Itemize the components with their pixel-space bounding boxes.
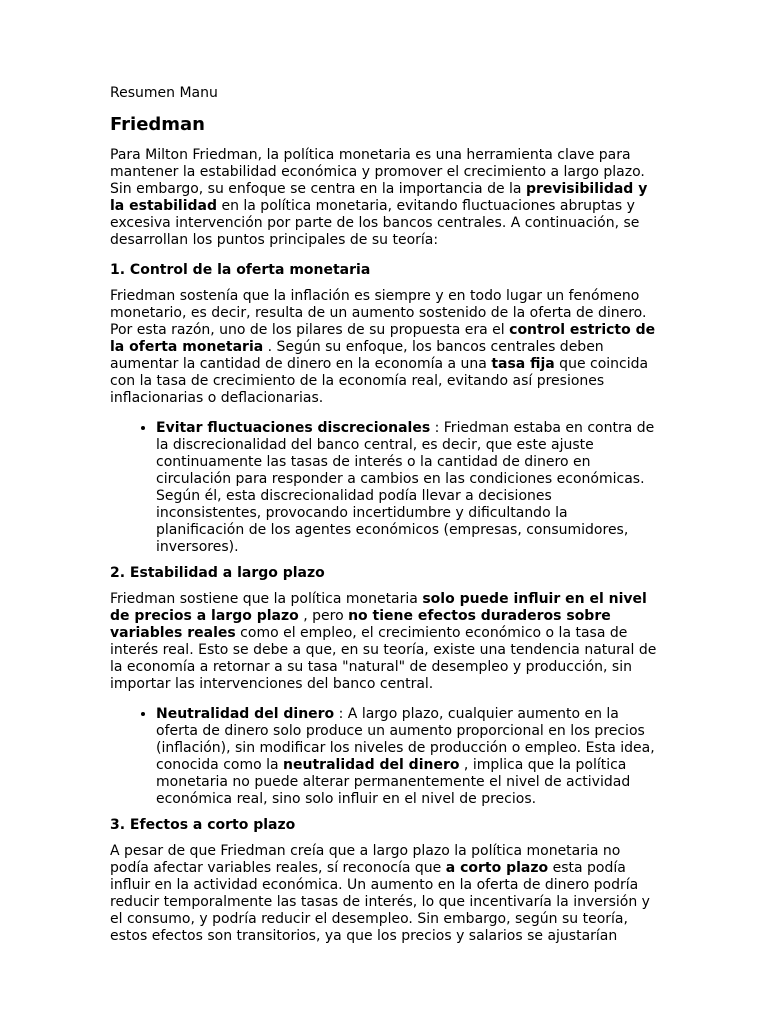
section-1-paragraph: Friedman sostenía que la inflación es siempre y en todo lugar un fenómeno monetario, es decir, resulta de un aumento sostenido de la oferta de dinero. Por esta razón, uno de los pilares de su propuesta era el control estricto de la oferta monetaria . Según su enfoque, los bancos centrales deben aumentar la cantidad de dinero en la economía a una tasa fija que coincida con la tasa de crecimiento de la economía real, evitando así presiones inflacionarias o deflacionarias. <box>110 288 656 406</box>
document-header: Resumen Manu <box>110 85 218 101</box>
intro-paragraph: Para Milton Friedman, la política monetaria es una herramienta clave para mantener la estabilidad económica y promover el crecimiento a largo plazo. Sin embargo, su enfoque se centra en la importancia de la previsibilidad y la estabilidad en la política monetaria, evitando fluctuaciones abruptas y excesiva intervención por parte de los bancos centrales. A continuación, se desarrollan los puntos principales de su teoría: <box>110 147 648 248</box>
list-item: • Neutralidad del dinero : A largo plazo, cualquier aumento en la oferta de dinero solo produce un aumento proporcional en los precios (inflación), sin modificar los niveles de producción o empleo. Esta idea, conocida como la neutralidad del dinero , implica que la política monetaria no puede alterar permanentemente el nivel de actividad económica real, sino solo influir en el nivel de precios. <box>156 706 658 808</box>
list-item: • Evitar fluctuaciones discrecionales : Friedman estaba en contra de la discrecionalidad del banco central, es decir, que este ajuste continuamente las tasas de interés o la cantidad de dinero en circulación para responder a cambios en las condiciones económicas. Según él, esta discrecionalidad podía llevar a decisiones inconsistentes, provocando incertidumbre y dificultando la planificación de los agentes económicos (empresas, consumidores, inversores). <box>156 420 658 556</box>
section-3-heading: 3. Efectos a corto plazo <box>110 817 296 833</box>
section-3-paragraph: A pesar de que Friedman creía que a largo plazo la política monetaria no podía afectar variables reales, sí reconocía que a corto plazo esta podía influir en la actividad económica. Un aumento en la oferta de dinero podría reducir temporalmente las tasas de interés, lo que incentivaría la inversión y el consumo, y podría reducir el desempleo. Sin embargo, según su teoría, estos efectos son transitorios, ya que los precios y salarios se ajustarían <box>110 843 650 944</box>
document-body <box>110 85 658 958</box>
section-2-heading: 2. Estabilidad a largo plazo <box>110 565 325 581</box>
section-1-list <box>110 420 658 556</box>
document-title: Friedman <box>110 114 206 135</box>
section-2-paragraph: Friedman sostiene que la política monetaria solo puede influir en el nivel de precios a largo plazo , pero no tiene efectos duraderos sobre variables reales como el empleo, el crecimiento económico o la tasa de interés real. Esto se debe a que, en su teoría, existe una tendencia natural de la economía a retornar a su tasa "natural" de desempleo y producción, sin importar las intervenciones del banco central. <box>110 591 657 692</box>
section-2-list <box>110 706 658 808</box>
section-1-heading: 1. Control de la oferta monetaria <box>110 262 371 278</box>
